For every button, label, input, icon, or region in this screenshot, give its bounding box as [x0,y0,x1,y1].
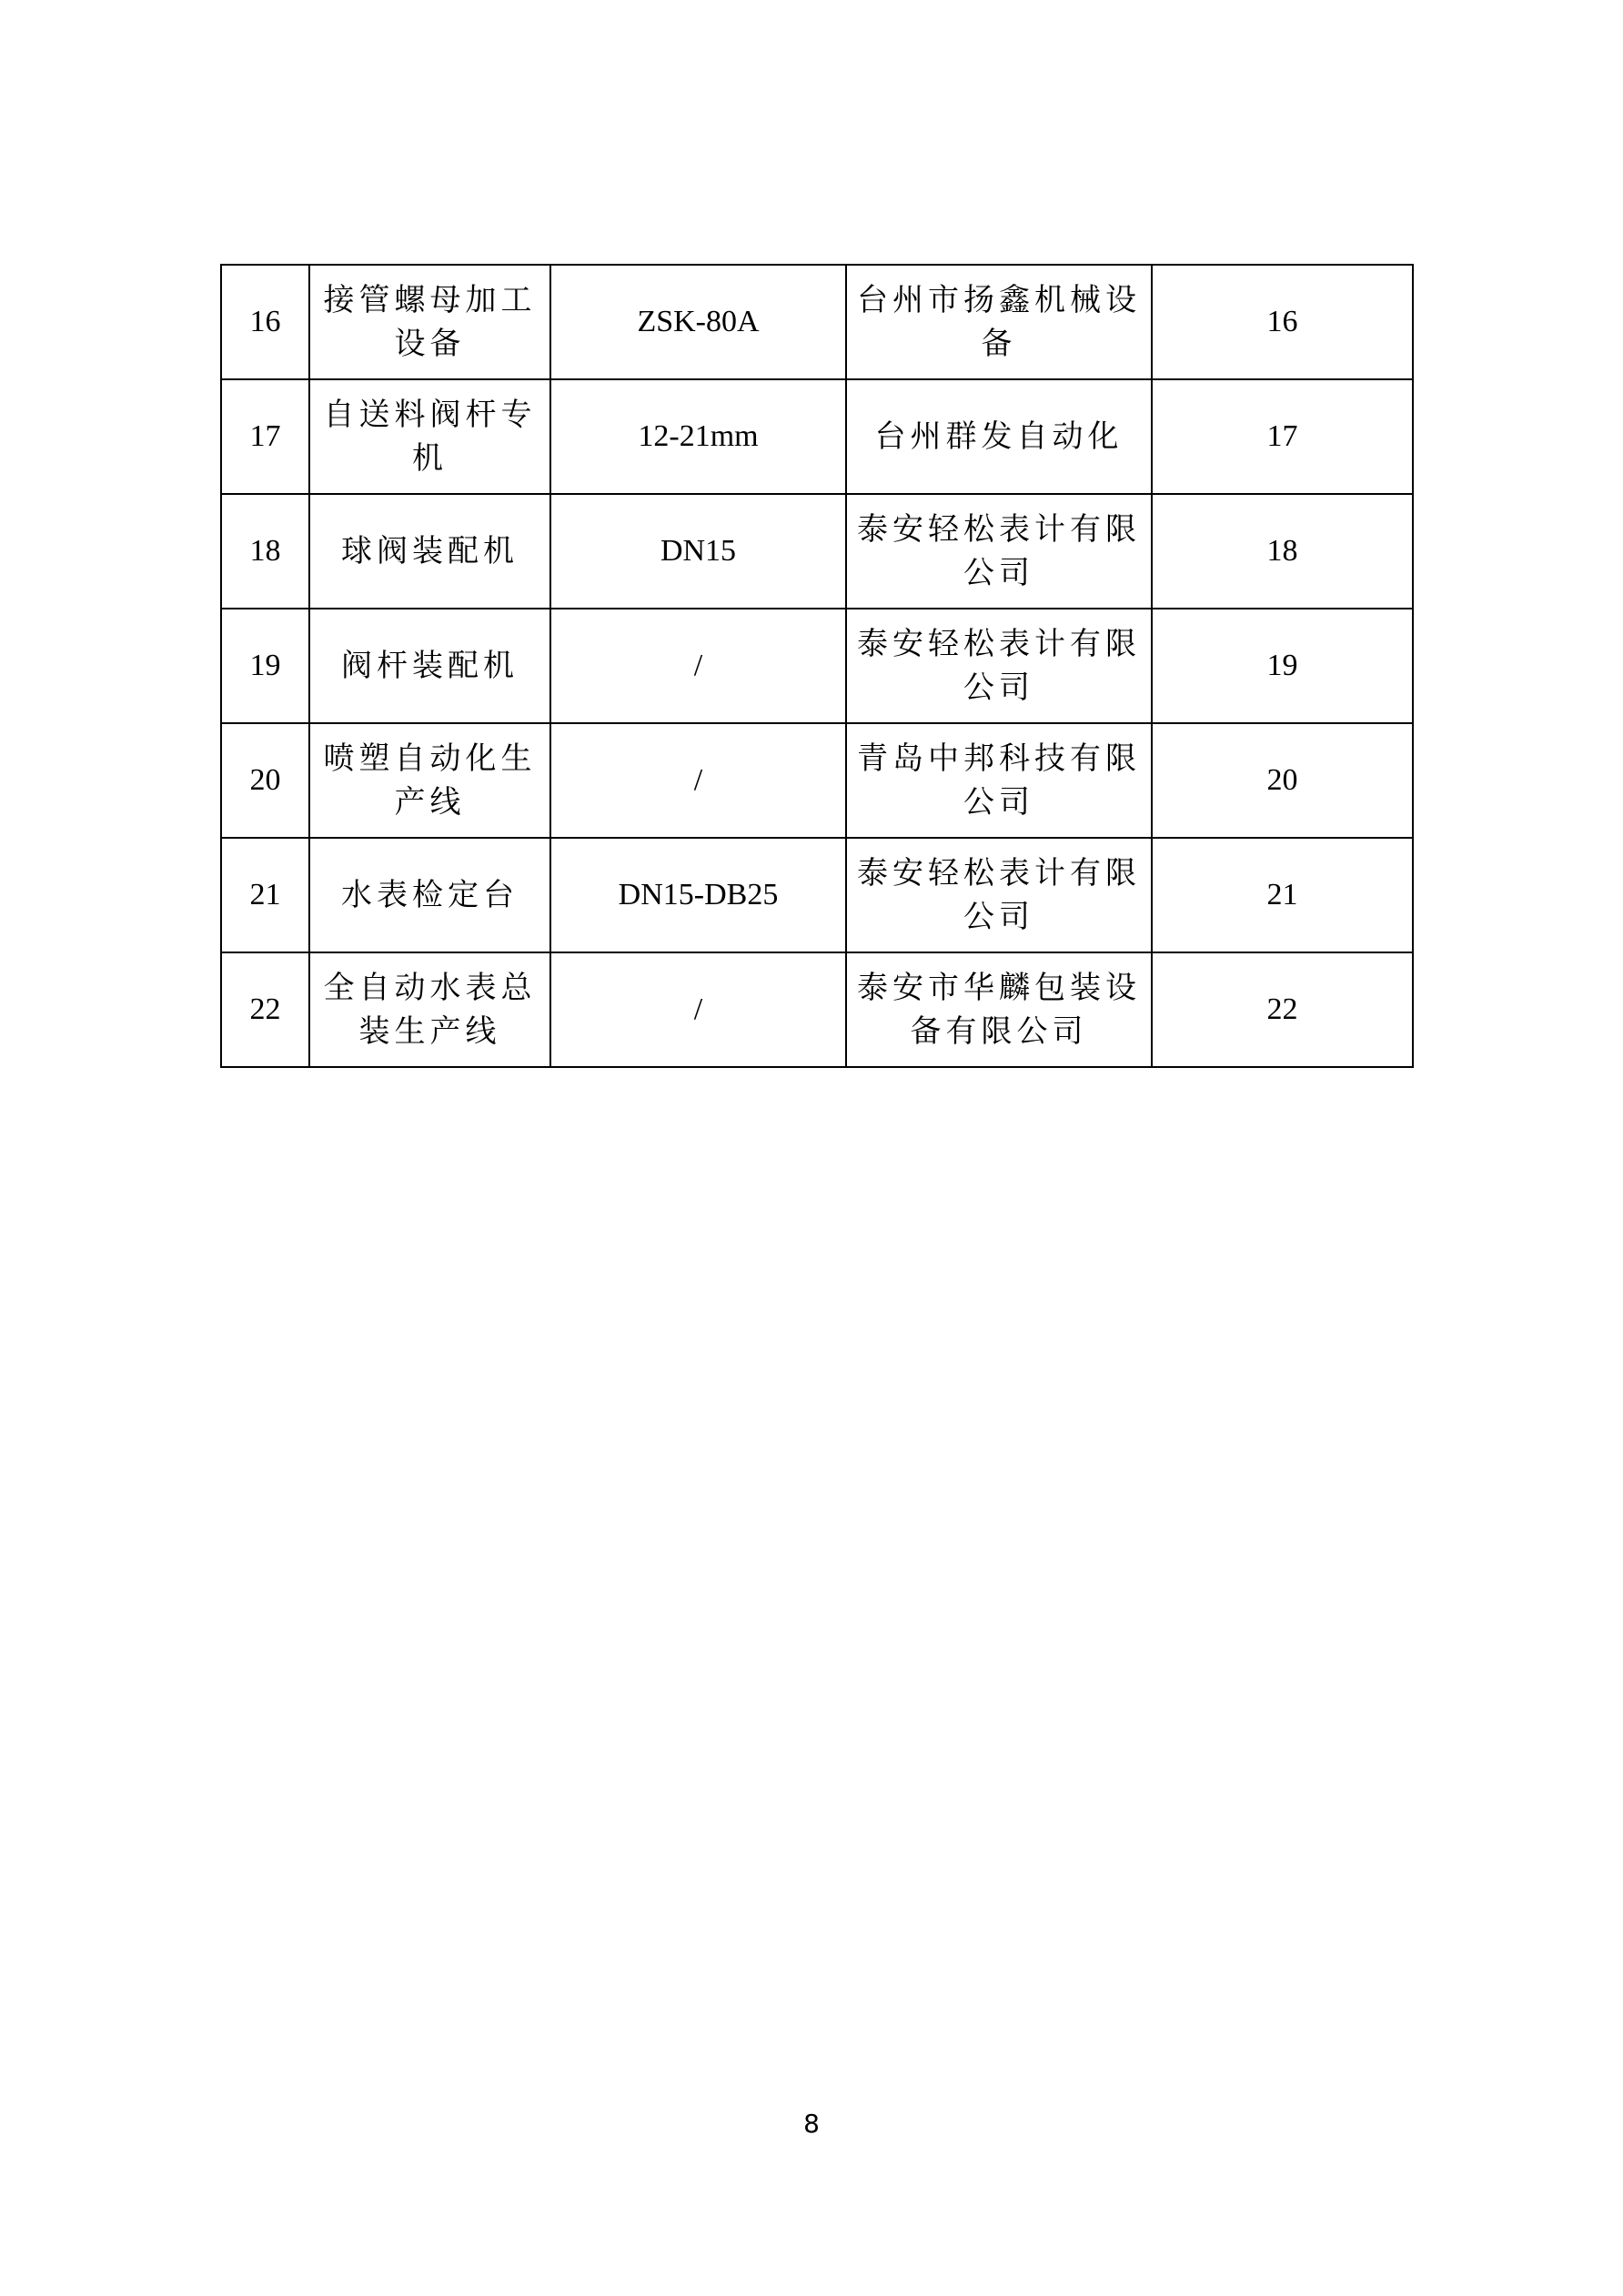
table-row [221,494,1413,609]
equipment-model: / [550,723,846,838]
manufacturer: 泰安轻松表计有限公司 [846,494,1152,609]
equipment-model: / [550,952,846,1067]
equipment-model: DN15-DB25 [550,838,846,952]
row-value: 16 [1152,265,1413,379]
equipment-table [220,264,1414,1068]
row-value: 17 [1152,379,1413,494]
row-value: 21 [1152,838,1413,952]
table-row [221,379,1413,494]
manufacturer: 泰安轻松表计有限公司 [846,609,1152,723]
equipment-name: 接管螺母加工设备 [309,265,550,379]
row-value: 20 [1152,723,1413,838]
equipment-model: DN15 [550,494,846,609]
manufacturer: 台州市扬鑫机械设备 [846,265,1152,379]
equipment-model: 12-21mm [550,379,846,494]
table-row [221,723,1413,838]
table-row [221,265,1413,379]
manufacturer: 青岛中邦科技有限公司 [846,723,1152,838]
row-value: 19 [1152,609,1413,723]
manufacturer: 泰安市华麟包装设备有限公司 [846,952,1152,1067]
equipment-name: 水表检定台 [309,838,550,952]
row-number: 22 [221,952,309,1067]
table-row [221,609,1413,723]
row-value: 18 [1152,494,1413,609]
page-number: 8 [803,2109,820,2139]
equipment-name: 自送料阀杆专机 [309,379,550,494]
equipment-name: 全自动水表总装生产线 [309,952,550,1067]
manufacturer: 台州群发自动化 [846,379,1152,494]
table-row [221,952,1413,1067]
row-number: 21 [221,838,309,952]
row-value: 22 [1152,952,1413,1067]
row-number: 17 [221,379,309,494]
table-row [221,838,1413,952]
equipment-name: 喷塑自动化生产线 [309,723,550,838]
row-number: 19 [221,609,309,723]
equipment-name: 阀杆装配机 [309,609,550,723]
equipment-model: / [550,609,846,723]
equipment-model: ZSK-80A [550,265,846,379]
row-number: 18 [221,494,309,609]
manufacturer: 泰安轻松表计有限公司 [846,838,1152,952]
row-number: 16 [221,265,309,379]
row-number: 20 [221,723,309,838]
equipment-name: 球阀装配机 [309,494,550,609]
